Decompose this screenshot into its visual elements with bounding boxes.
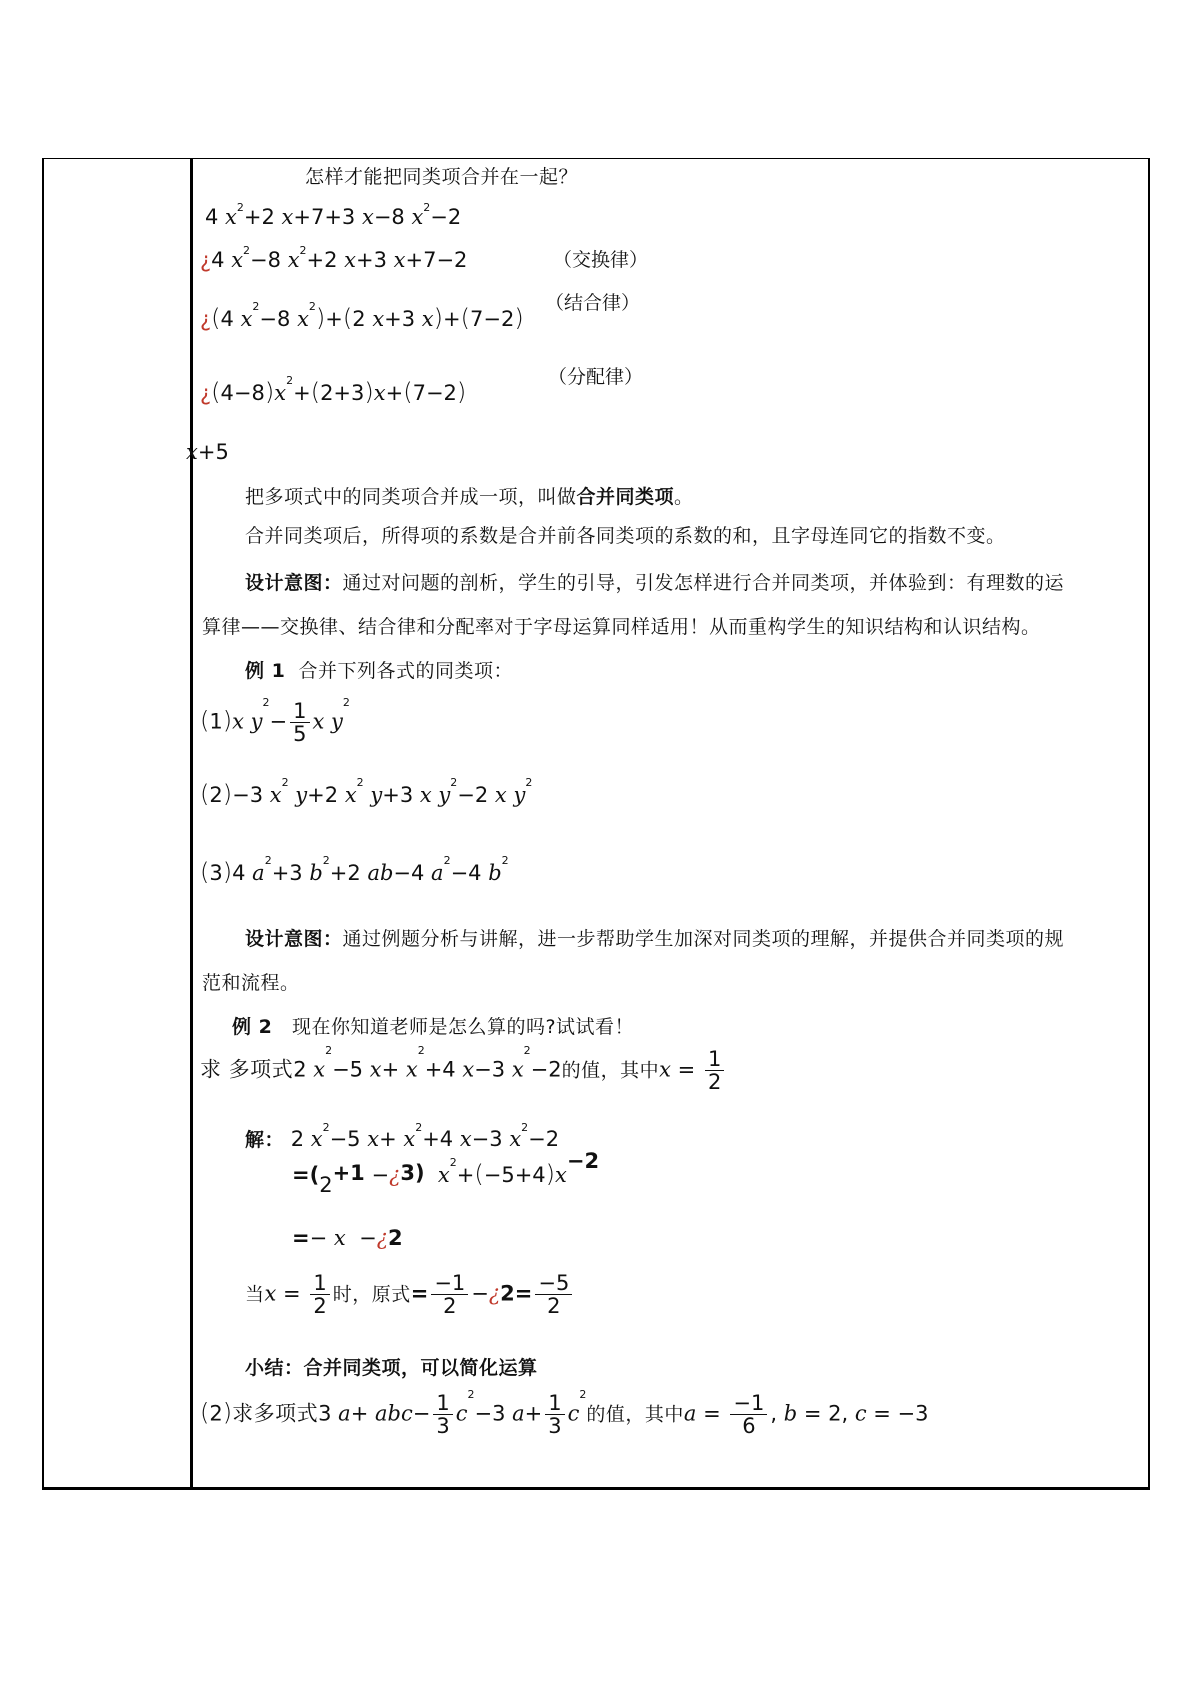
distributive-law-note: （分配律） [548, 366, 644, 388]
table-frame [42, 158, 1150, 1490]
rule-paragraph: 合并同类项后，所得项的系数是合并前各同类项的系数的和，且字母连同它的指数不变。 [245, 525, 1006, 547]
task-1-statement: 求 多项式2 $x^2-5$ $x+ x^2+4$ x−3 $x^2-2$的值，其中x = $\frac{1}{2}$ [200, 1048, 727, 1093]
task-2-statement: (2)求多项式3 a+ abc− $\frac{1}{3}$ $c^2-3$ a+ $\frac{1}{3}$ $c^2$的值，其中a = $\frac{-1}{6}$ , b = 2, c = −3 [200, 1388, 929, 1439]
design-intent-1-line-2: 算律——交换律、结合律和分配率对于字母运算同样适用！从而重构学生的知识结构和认识结构。 [202, 616, 1041, 638]
summary-text: 小结：合并同类项，可以简化运算 [245, 1357, 538, 1379]
example-2-heading: 例 2 现在你知道老师是怎么算的吗?试试看！ [232, 1016, 635, 1038]
expression-result-fragment: x+5 [186, 440, 229, 464]
expression-line-1: 4 $x^2+2$ x+7+3 x−8 $x^2-2$ [205, 201, 462, 229]
solution-line-3: =− x −¿2 [292, 1226, 403, 1250]
table-column-divider [190, 158, 193, 1490]
design-intent-2-line-2: 范和流程。 [202, 972, 300, 994]
expression-line-3: ¿(4 $x^2-8$ $x^2)+(2$ x+3 x)+(7−2) [200, 300, 524, 332]
expression-line-2: ¿4 $x^2-8$ $x^2+2$ x+3 x+7−2 [200, 244, 468, 272]
example-1-heading: 例 1 合并下列各式的同类项： [245, 660, 513, 682]
example-1-part-2: (2)−3 $x^2$ y+2 $x^2$ y+3 x $y^2-2$ x $y^2$ [200, 776, 533, 808]
solution-line-4: 当x = $\frac{1}{2}$ 时，原式= $\frac{-1}{2}$ −¿2= $\frac{-5}{2}$ [245, 1272, 575, 1317]
solution-line-2: =(2+1 −¿3) $x^2+(-5+4)x-2$ [292, 1149, 600, 1197]
solution-line-1: 解： 2 $x^2-5$ $x+ x^2+4$ x−3 $x^2-2$ [245, 1121, 560, 1151]
example-1-part-1: (1)x $y^2-$ $\frac{1}{5}$ x $y^2$ [200, 696, 350, 747]
associative-law-note: （结合律） [545, 292, 641, 314]
commutative-law-note: （交换律） [553, 249, 649, 271]
example-1-part-3: (3)4 $a^2+3$ $b^2+2$ ab−4 $a^2-4$ $b^2$ [200, 854, 509, 886]
question-text: 怎样才能把同类项合并在一起？ [305, 166, 579, 188]
expression-line-4: ¿$(4-8)x^2+(2+3)x+(7-2)$ [200, 374, 467, 406]
definition-paragraph: 把多项式中的同类项合并成一项，叫做合并同类项。 [245, 486, 694, 508]
design-intent-1-line-1: 设计意图：通过对问题的剖析，学生的引导，引发怎样进行合并同类项，并体验到：有理数的运 [245, 572, 1065, 594]
design-intent-2-line-1: 设计意图：通过例题分析与讲解，进一步帮助学生加深对同类项的理解，并提供合并同类项的规 [245, 928, 1065, 950]
